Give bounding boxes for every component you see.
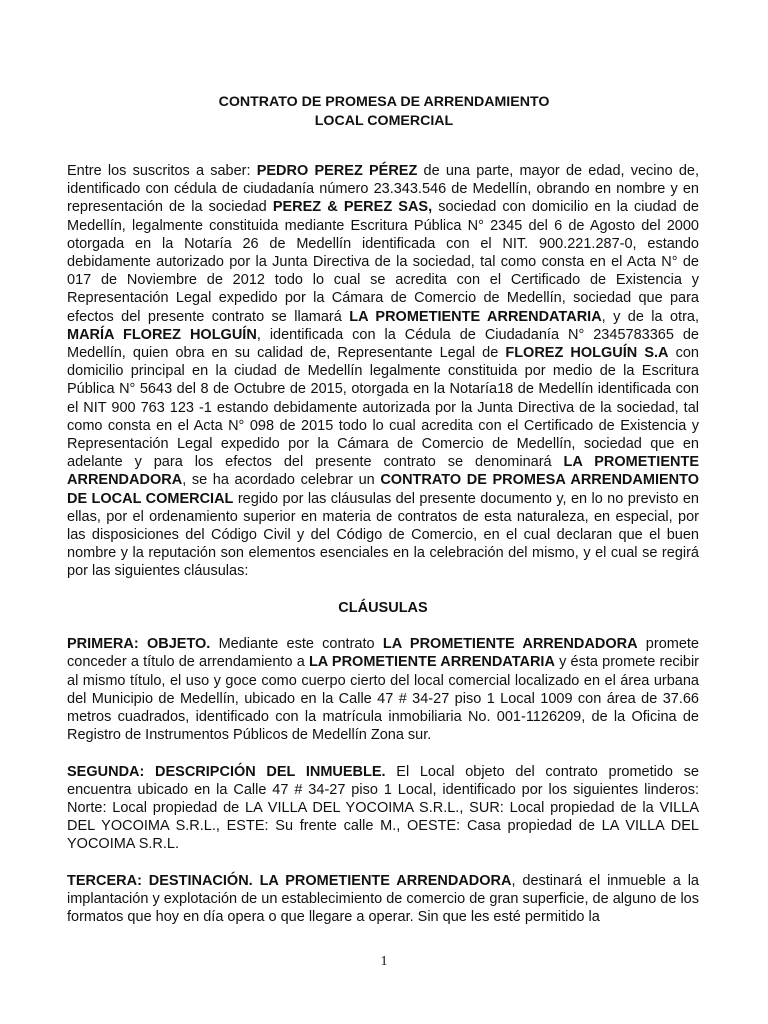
intro-text-7: , se ha acordado celebrar un [182, 472, 381, 489]
clause-tercera-title: TERCERA: DESTINACIÓN. LA PROMETIENTE ARRENDADORA [67, 872, 512, 889]
document-body [67, 162, 699, 926]
clause-primera-text-1: Mediante este contrato [210, 636, 383, 653]
spacer [67, 617, 699, 635]
document-subtitle: LOCAL COMERCIAL [314, 113, 454, 129]
document-title: CONTRATO DE PROMESA DE ARRENDAMIENTO [218, 94, 550, 110]
intro-paragraph [67, 162, 699, 581]
party-name-1: PEDRO PEREZ PÉREZ [256, 163, 418, 179]
role-arrendadora: LA PROMETIENTE ARRENDADORA [67, 454, 699, 489]
intro-text-5: , identificada con la Cédula de Ciudadanía N° 2345783365 de Medellín, quien obra en su calidad de, Representante Legal de [67, 326, 699, 362]
page-number: 1 [380, 954, 388, 969]
clause-primera-text-2: promete conceder a título de arrendamiento a [67, 636, 699, 671]
clause-primera-bold-2: LA PROMETIENTE ARRENDADORA [382, 636, 638, 653]
intro-text-6: con domicilio principal en la ciudad de Medellín legalmente constituida por medio de la Escritura Pública N° 5643 del 8 de Octubre de 2015, otorgada en la Notaría18 de Medellín identificada con el NIT 900 763 123 -1 estando debidamente autorizada por la Junta Directiva de la sociedad, tal como consta en el Acta N° 098 de 2015 todo lo cual acredita con el Certificado de Existencia y Representación Legal expedido por la Cámara de Comercio de Medellín, sociedad que en adelante y para los efectos del presente contrato se denominará [67, 345, 699, 471]
party-name-2: MARÍA FLOREZ HOLGUÍN [67, 326, 257, 343]
company-name-1: PEREZ & PEREZ SAS, [272, 199, 433, 216]
spacer [67, 581, 699, 599]
intro-text-8: regido por las cláusulas del presente documento y, en lo no previsto en ellas, por el ordenamiento superior en materia de contratos de esta naturaleza, en especial, por las disposiciones del Código Civil y del Código de Comercio, en el cual declaran que el buen nombre y la reputación son elementos esenciales en la celebración del mismo, y el cual se regirá por las siguientes cláusulas: [67, 490, 699, 580]
clausulas-heading: CLÁUSULAS [338, 599, 428, 616]
clause-primera-bold-3: LA PROMETIENTE ARRENDATARIA [308, 654, 555, 671]
company-name-2: FLOREZ HOLGUÍN S.A [505, 345, 669, 362]
intro-text-2: de una parte, mayor de edad, vecino de, identificado con cédula de ciudadanía número 23.343.546 de Medellín, obrando en nombre y en representación de la sociedad [67, 163, 699, 216]
clause-segunda [67, 763, 699, 854]
clause-tercera-text: , destinará el inmueble a la implantación y explotación de un establecimiento de comercio de gran superficie, de alguno de los formatos que hoy en día opera o que llegare a operar. Sin que les esté permitido la [67, 872, 700, 926]
contract-type: CONTRATO DE PROMESA ARRENDAMIENTO DE LOCAL COMERCIAL [67, 472, 699, 507]
clause-segunda-text: El Local objeto del contrato prometido se encuentra ubicado en la Calle 47 # 34-27 piso 1 Local, identificado por los siguientes linderos: Norte: Local propiedad de LA VILLA DEL YOCOIMA S.R.L., SUR: Local propiedad de la VILLA DEL YOCOIMA S.R.L., ESTE: Su frente calle M., OESTE: Casa propiedad de LA VILLA DEL YOCOIMA S.R.L. [67, 763, 699, 853]
intro-text-4: , y de la otra, [601, 308, 700, 325]
spacer [67, 744, 699, 762]
clause-primera-title: PRIMERA: OBJETO. [67, 636, 211, 653]
clause-tercera [67, 872, 699, 927]
intro-text-3: sociedad con domicilio en la ciudad de Medellín, legalmente constituida mediante Escritura Pública N° 2345 del 6 de Agosto del 2000 otorgada en la Notaría 26 de Medellín identificada con el NIT. 900.221.287-0, estando debidamente autorizado por la Junta Directiva de la sociedad, tal como consta en el Acta N° de 017 de Noviembre de 2012 todo lo cual se acredita con el Certificado de Existencia y Representación Legal expedido por la Cámara de Comercio de Medellín, sociedad que para efectos del presente contrato se llamará [67, 199, 699, 325]
clause-primera [67, 635, 699, 744]
clause-segunda-title: SEGUNDA: DESCRIPCIÓN DEL INMUEBLE. [67, 763, 386, 780]
intro-text-1: Entre los suscritos a saber: [67, 163, 257, 179]
role-arrendataria: LA PROMETIENTE ARRENDATARIA [349, 308, 602, 325]
spacer [67, 854, 699, 872]
clause-primera-text-3: y ésta promete recibir al mismo título, el uso y goce como cuerpo cierto del local comercial localizado en el área urbana del Municipio de Medellín, ubicado en la Calle 47 # 34-27 piso 1 Local 1009 con área de 37.66 metros cuadrados, identificado con la matrícula inmobiliaria No. 001-1126209, de la Oficina de Registro de Instrumentos Públicos de Medellín Zona sur. [67, 654, 699, 744]
